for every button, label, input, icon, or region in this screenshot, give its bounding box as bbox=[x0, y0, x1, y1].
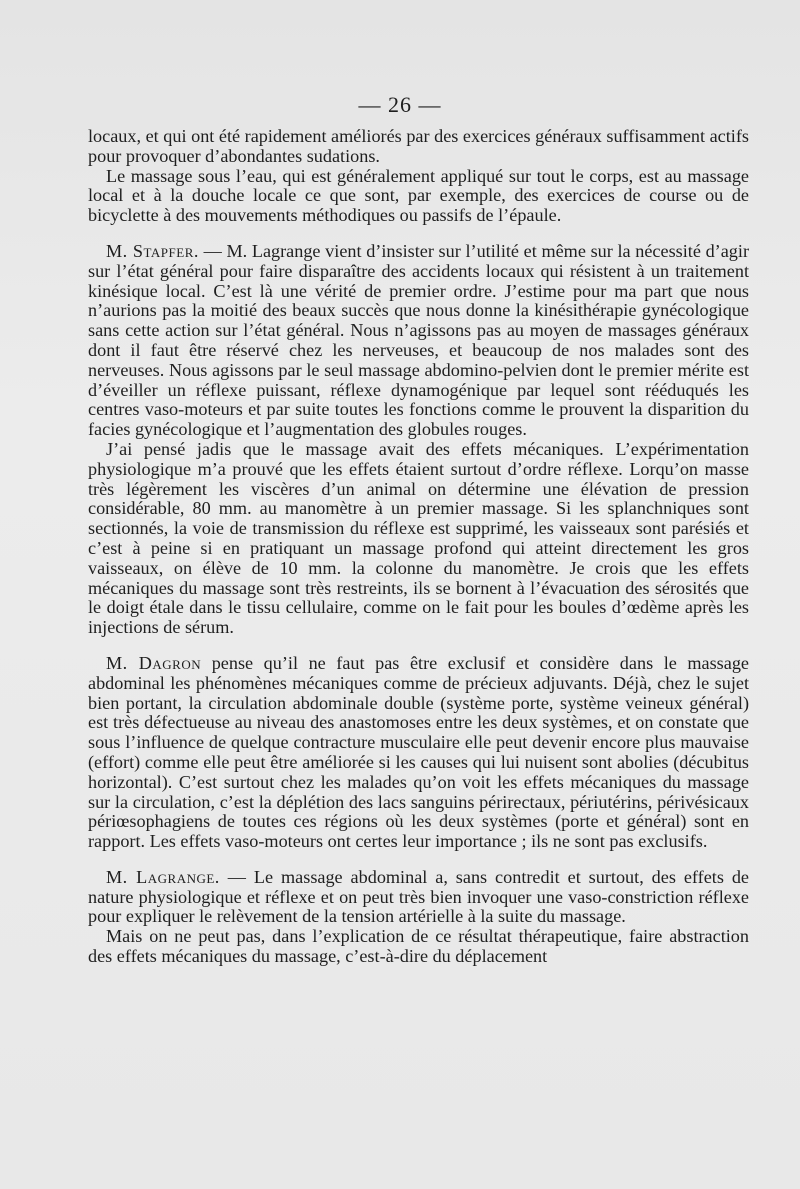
paragraph-continuation: locaux, et qui ont été rapidement améliorés par des exercices généraux suffisamment actifs pour provoquer d’abondantes sudations. bbox=[88, 126, 749, 166]
speaker-name-stapfer: M. Stapfer. bbox=[106, 240, 199, 261]
section-spacer bbox=[88, 226, 749, 242]
speaker-text-stapfer: — M. Lagrange vient d’insister sur l’utilité et même sur la nécessité d’agir sur l’état général pour faire disparaître des accidents locaux qui résistent à un traitement kinésique local. C’est là une vérité de premier ordre. J’estime pour ma part que nous n’aurions pas la moitié des beaux succès que nous donne la kinésithérapie gynécologique sans cette action sur l’état général. Nous n’agissons pas au moyen de massages généraux dont il faut être réservé chez les nerveuses, et beaucoup de nos malades sont des nerveuses. Nous agissons par le seul massage abdomino-pelvien dont le premier mérite est d’éveiller un réflexe puissant, réflexe dynamogénique par lequel sont rééduqués les centres vaso-moteurs et par suite toutes les fonctions comme le prouvent la disparition du facies gynécologique et l’augmentation des globules rouges. bbox=[88, 240, 750, 440]
page-number: — 26 — bbox=[358, 92, 442, 117]
speaker-text-lagrange: — Le massage abdominal a, sans contredit et surtout, des effets de nature physiologique et réflexe et on peut très bien invoquer une vaso-constriction réflexe pour expliquer le relèvement de la tension artérielle à la suite du massage. bbox=[88, 866, 749, 927]
section-spacer bbox=[88, 638, 749, 654]
speaker-text-dagron: pense qu’il ne faut pas être exclusif et considère dans le massage abdominal les phénomènes mécaniques comme de précieux adjuvants. Déjà, chez le sujet bien portant, la circulation abdominale double (système porte, système veineux général) est très défectueuse au niveau des anastomoses entre les deux systèmes, et on constate que sous l’influence de quelque contracture musculaire elle peut devenir encore plus mauvaise (effort) comme elle peut être améliorée si les causes qui lui nuisent sont abolies (décubitus horizontal). C’est surtout chez les malades qu’on voit les effets mécaniques du massage sur la circulation, c’est la déplétion des lacs sanguins périrectaux, périutérins, périvésicaux périœsophagiens de toutes ces régions où les deux systèmes (porte et général) sont en rapport. Les effets vaso-moteurs ont certes leur importance ; ils ne sont pas exclusifs. bbox=[88, 652, 750, 852]
speaker-name-lagrange: M. Lagrange. bbox=[106, 866, 220, 887]
section-spacer bbox=[88, 852, 749, 868]
speaker-paragraph-lagrange bbox=[88, 868, 749, 927]
document-body bbox=[88, 127, 749, 967]
paragraph-final: Mais on ne peut pas, dans l’explication de ce résultat thérapeutique, faire abstraction des effets mécaniques du massage, c’est-à-dire du déplacement bbox=[88, 926, 749, 967]
speaker-paragraph-stapfer bbox=[88, 242, 749, 440]
speaker-paragraph-dagron bbox=[88, 654, 749, 852]
speaker-name-dagron: M. Dagron bbox=[106, 652, 202, 673]
paragraph-massage-sous-eau: Le massage sous l’eau, qui est généralement appliqué sur tout le corps, est au massage local et à la douche locale ce que sont, par exemple, des exercices de course ou de bicyclette à des mouvements méthodiques ou passifs de l’épaule. bbox=[88, 165, 749, 226]
paragraph-experimentation: J’ai pensé jadis que le massage avait des effets mécaniques. L’expérimentation physiologique m’a prouvé que les effets étaient surtout d’ordre réflexe. Lorqu’on masse très légèrement les viscères d’un animal on détermine une élévation de pression considérable, 80 mm. au manomètre à un premier massage. Si les splanchniques sont sectionnés, la voie de transmission du réflexe est supprimé, les vaisseaux sont parésiés et c’est à peine si en pratiquant un massage profond qui atteint directement les gros vaisseaux, on élève de 10 mm. la colonne du manomètre. Je crois que les effets mécaniques du massage sont très restreints, ils se bornent à l’évacuation des sérosités que le doigt étale dans le tissu cellulaire, comme on le fait pour les boules d’œdème après les injections de sérum. bbox=[88, 438, 749, 638]
